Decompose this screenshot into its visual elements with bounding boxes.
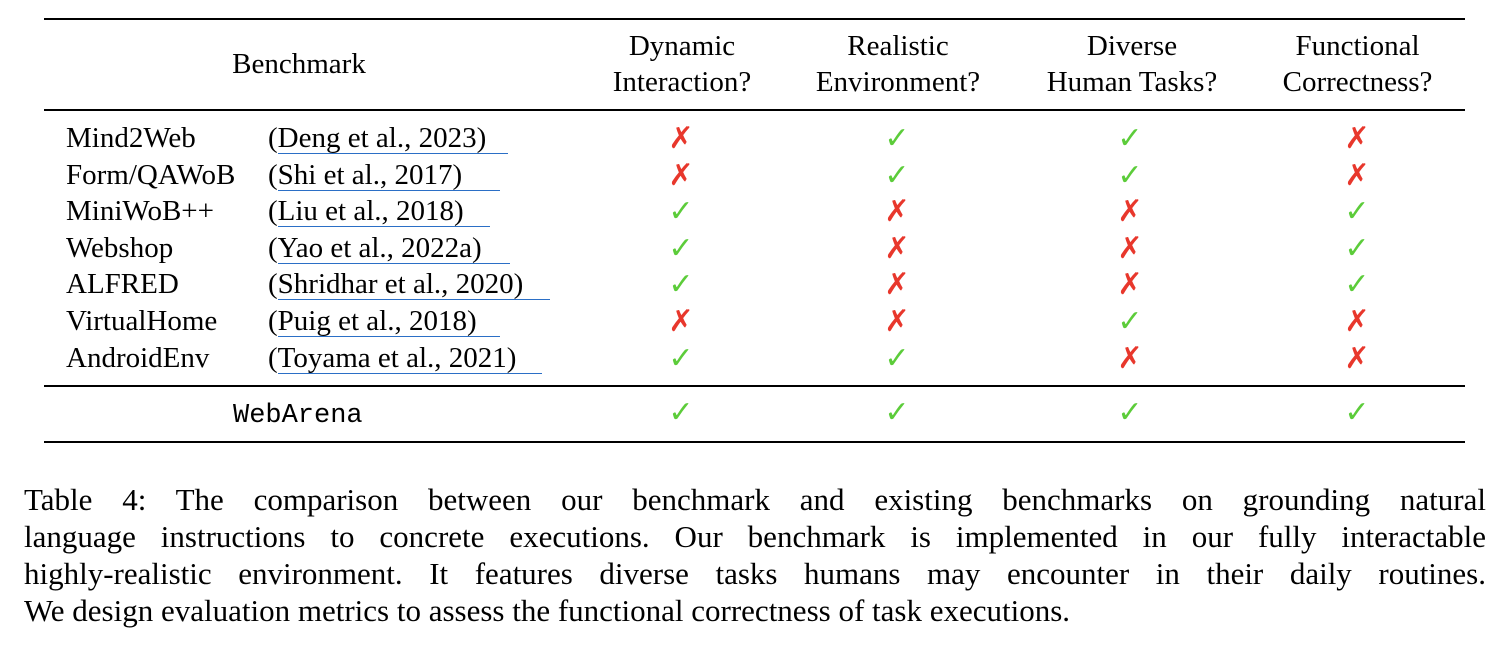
citation-underline <box>278 299 550 300</box>
check-mark-icon: ✓ <box>1117 121 1143 156</box>
check-mark-icon: ✓ <box>1117 395 1143 430</box>
citation-link[interactable]: (Deng et al., 2023) <box>268 122 487 154</box>
cross-mark-icon: ✗ <box>668 304 694 339</box>
table-row <box>0 120 1508 157</box>
check-mark-icon: ✓ <box>884 395 910 430</box>
citation-underline <box>278 190 500 191</box>
citation-link[interactable]: (Liu et al., 2018) <box>268 195 464 228</box>
benchmark-name: VirtualHome <box>66 305 218 337</box>
cross-mark-icon: ✗ <box>1344 340 1370 376</box>
webarena-row <box>0 394 1508 431</box>
benchmark-name: Form/QAWoB <box>66 158 236 191</box>
benchmark-name: MiniWoB++ <box>66 195 215 228</box>
caption-line: highly-realistic environment. It features diverse tasks humans may encounter in their daily routines. <box>24 556 1486 591</box>
webarena-name: WebArena <box>233 401 363 431</box>
citation-underline <box>278 373 542 374</box>
table-row <box>0 303 1508 340</box>
check-mark-icon: ✓ <box>1344 267 1370 303</box>
table-row <box>0 230 1508 267</box>
table-caption <box>24 481 1486 629</box>
table-row <box>0 193 1508 230</box>
cross-mark-icon: ✗ <box>884 230 910 266</box>
bottom-rule <box>44 441 1465 443</box>
check-mark-icon: ✓ <box>668 194 694 230</box>
check-mark-icon: ✓ <box>668 230 694 266</box>
table-row <box>0 157 1508 194</box>
cross-mark-icon: ✗ <box>884 304 910 339</box>
citation-underline <box>278 226 490 227</box>
cross-mark-icon: ✗ <box>1117 230 1143 266</box>
header-functional-correctness: Functional Correctness? <box>1282 30 1433 98</box>
citation-underline <box>278 336 500 337</box>
citation-link[interactable]: (Shridhar et al., 2020) <box>268 268 524 301</box>
header-realistic-environment: Realistic Environment? <box>815 30 981 98</box>
caption-line: language instructions to concrete executions. Our benchmark is implemented in our fully interactable <box>24 519 1486 554</box>
citation-link[interactable]: (Shi et al., 2017) <box>268 158 463 191</box>
check-mark-icon: ✓ <box>1344 230 1370 266</box>
top-rule <box>44 18 1465 20</box>
caption-line: Table 4: The comparison between our benchmark and existing benchmarks on grounding natural <box>24 482 1486 517</box>
header-dynamic-interaction: Dynamic Interaction? <box>612 30 752 98</box>
citation-link[interactable]: (Puig et al., 2018) <box>268 305 477 337</box>
check-mark-icon: ✓ <box>1344 194 1370 230</box>
cross-mark-icon: ✗ <box>1117 267 1143 303</box>
benchmark-name: Mind2Web <box>66 122 196 154</box>
check-mark-icon: ✓ <box>668 267 694 303</box>
header-benchmark: Benchmark <box>232 48 366 80</box>
benchmark-name: Webshop <box>66 231 174 264</box>
cross-mark-icon: ✗ <box>1117 194 1143 230</box>
cross-mark-icon: ✗ <box>1344 121 1370 156</box>
citation-link[interactable]: (Yao et al., 2022a) <box>268 231 482 264</box>
header-rule <box>44 109 1465 111</box>
table-row <box>0 340 1508 377</box>
cross-mark-icon: ✗ <box>884 267 910 303</box>
cross-mark-icon: ✗ <box>668 157 694 193</box>
check-mark-icon: ✓ <box>1117 157 1143 193</box>
cross-mark-icon: ✗ <box>1344 304 1370 339</box>
check-mark-icon: ✓ <box>1117 304 1143 339</box>
header-diverse-human-tasks: Diverse Human Tasks? <box>1046 30 1218 98</box>
check-mark-icon: ✓ <box>668 395 694 430</box>
benchmark-name: ALFRED <box>66 268 179 301</box>
check-mark-icon: ✓ <box>884 157 910 193</box>
check-mark-icon: ✓ <box>668 340 694 376</box>
separator-rule <box>44 385 1465 387</box>
citation-underline <box>278 263 510 264</box>
cross-mark-icon: ✗ <box>1344 157 1370 193</box>
check-mark-icon: ✓ <box>1344 395 1370 430</box>
citation-underline <box>278 153 508 154</box>
cross-mark-icon: ✗ <box>1117 340 1143 376</box>
table-row <box>0 266 1508 303</box>
check-mark-icon: ✓ <box>884 340 910 376</box>
cross-mark-icon: ✗ <box>668 121 694 156</box>
benchmark-name: AndroidEnv <box>66 341 210 374</box>
cross-mark-icon: ✗ <box>884 194 910 230</box>
check-mark-icon: ✓ <box>884 121 910 156</box>
citation-link[interactable]: (Toyama et al., 2021) <box>268 341 517 374</box>
caption-line: We design evaluation metrics to assess the functional correctness of task executions. <box>24 593 1071 628</box>
